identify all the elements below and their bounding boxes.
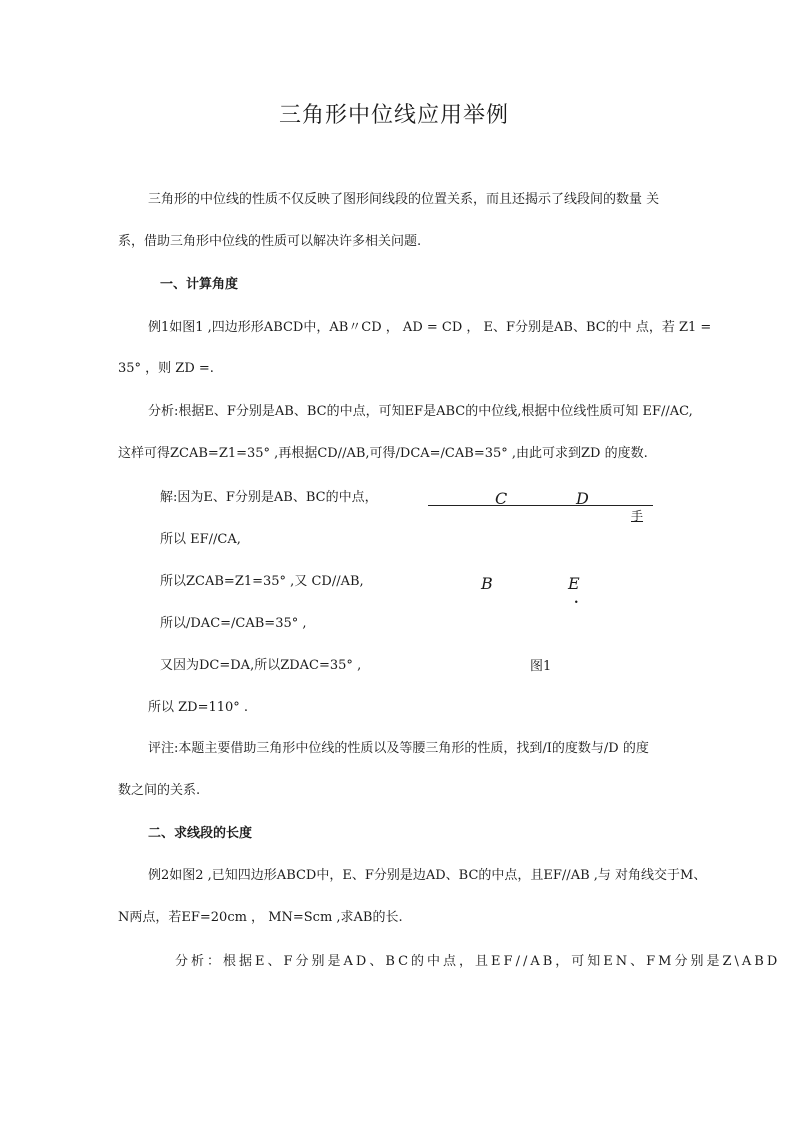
analysis-2-line-1: 分析：根据E、F分别是AD、BC的中点，且EF//AB，可知EN、FM分别是Z\ABD	[175, 954, 781, 969]
example-2-line-2: N两点，若EF=20cm ， MN=Scm ,求AB的长.	[118, 910, 403, 925]
section-heading-length: 二、求线段的长度	[148, 826, 253, 841]
figure-1-label-c: C	[495, 489, 508, 508]
example-1-line-2: 35° ，则 ZD =.	[118, 361, 214, 376]
figure-1-label-d: D	[576, 489, 589, 508]
intro-line-1: 三角形的中位线的性质不仅反映了图形间线段的位置关系，而且还揭示了线段间的数量 关	[148, 192, 660, 207]
solution-step-5: 又因为DC=DA,所以ZDAC=35° ,	[160, 658, 362, 673]
solution-conclusion: 所以 ZD=110° .	[148, 700, 249, 715]
example-2-line-1: 例2如图2 ,已知四边形ABCD中，E、F分别是边AD、BC的中点，且EF//AB ,与 对角线交于M、	[148, 868, 707, 883]
figure-1-line	[428, 505, 653, 506]
comment-line-1: 评注:本题主要借助三角形中位线的性质以及等腰三角形的性质，找到/I的度数与/D 的度	[148, 741, 649, 756]
figure-1-label-shou: 手	[631, 509, 644, 523]
analysis-1-line-2: 这样可得ZCAB=Z1=35° ,再根据CD//AB,可得/DCA=/CAB=35° ,由此可求到ZD 的度数.	[118, 446, 648, 461]
analysis-1-line-1: 分析:根据E、F分别是AB、BC的中点，可知EF是ABC的中位线,根据中位线性质可知 EF//AC,	[148, 404, 693, 419]
solution-step-3: 所以ZCAB=Z1=35° ,又 CD//AB,	[160, 574, 364, 589]
figure-1-dot: .	[574, 592, 579, 607]
example-1-line-1: 例1如图1 ,四边形形ABCD中，AB〃CD ， AD = CD ， E、F分别是AB、BC的中 点，若 Z1 =	[148, 320, 712, 335]
solution-step-2: 所以 EF//CA,	[160, 532, 241, 547]
solution-step-4: 所以/DAC=/CAB=35° ,	[160, 616, 307, 631]
figure-1-caption: 图1	[530, 659, 552, 674]
figure-1-label-b: B	[481, 574, 493, 593]
comment-line-2: 数之间的关系.	[118, 783, 201, 798]
section-heading-angle: 一、计算角度	[160, 277, 239, 292]
figure-1-label-e: E	[568, 574, 580, 593]
intro-line-2: 系，借助三角形中位线的性质可以解决许多相关问题.	[118, 234, 422, 249]
solution-step-1: 解:因为E、F分别是AB、BC的中点，	[160, 490, 378, 505]
page-title: 三角形中位线应用举例	[279, 103, 510, 128]
